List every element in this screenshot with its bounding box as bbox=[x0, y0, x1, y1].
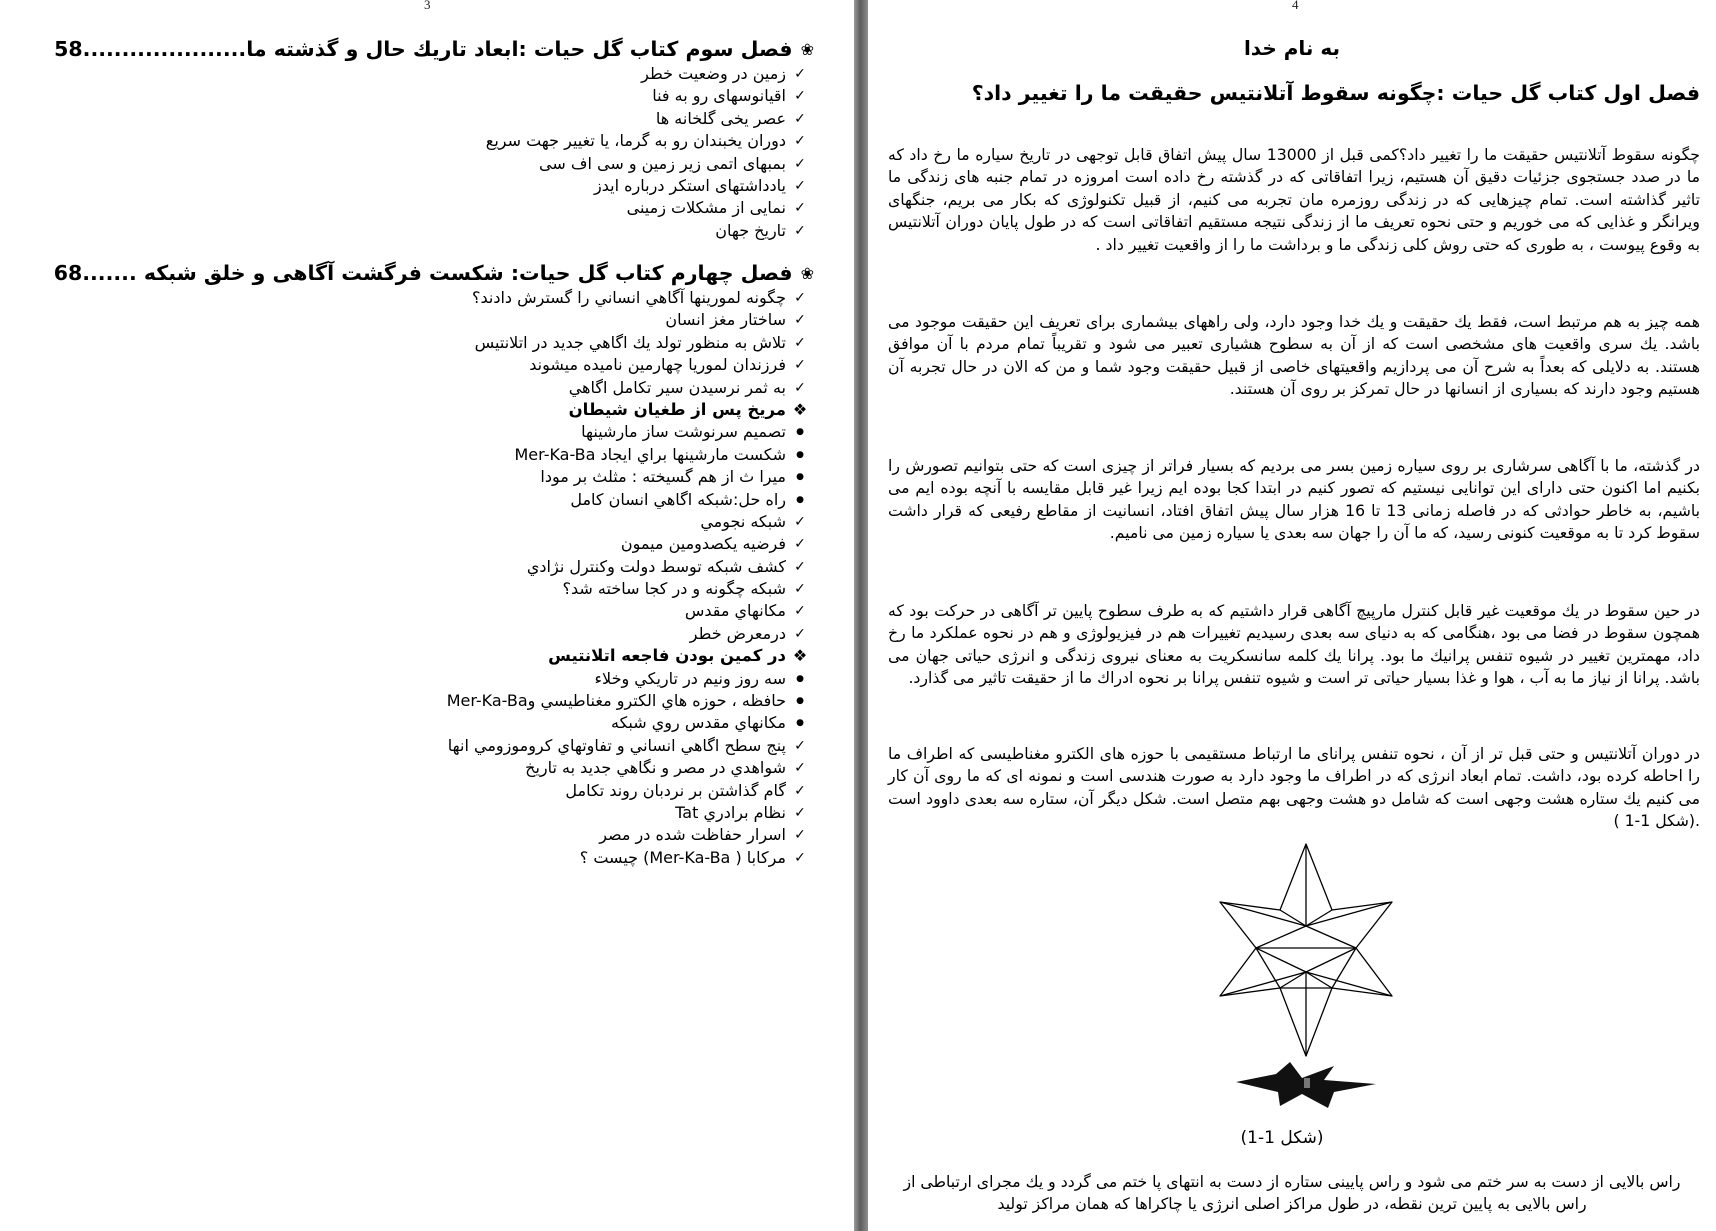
toc-item bbox=[486, 63, 814, 85]
toc-item-text: كشف شبكه توسط دولت وكنترل نژادي bbox=[526, 556, 786, 576]
checkmark-icon: ✓ bbox=[794, 290, 806, 306]
chapter-3-heading bbox=[54, 37, 814, 61]
bullet-icon: ● bbox=[796, 494, 804, 505]
toc-item bbox=[447, 511, 814, 533]
toc-item bbox=[447, 556, 814, 578]
toc-item bbox=[486, 108, 814, 130]
flower-icon: ❀ bbox=[800, 263, 814, 283]
toc-item-text: یادداشتهای استکر درباره ایدز bbox=[594, 175, 786, 195]
toc-item-text: عصر یخی گلخانه ها bbox=[655, 108, 786, 128]
toc-item-text: سه روز ونيم در تاريكي وخلاء bbox=[594, 668, 786, 688]
checkmark-icon: ✓ bbox=[794, 200, 806, 217]
toc-item-text: تلاش به منظور تولد يك اگاهي جديد در اتلانتيس bbox=[474, 332, 786, 352]
toc-item bbox=[486, 175, 814, 197]
paragraph: راس بالایی از دست به سر ختم می شود و راس پایینی ستاره از دست به انتهای پا ختم می گردد و یك مجرای ارتباطی از راس بالایی به پایین ترین نقطه، در طول مراکز اصلی انرژی یا چاکراها که همان مراکز تولید bbox=[903, 1171, 1681, 1214]
toc-item bbox=[486, 220, 814, 242]
toc-item-text: اقیانوسهای رو به فنا bbox=[652, 86, 786, 106]
checkmark-icon: ✓ bbox=[794, 312, 806, 329]
toc-item-text: راه حل:شبكه اگاهي انسان كامل bbox=[570, 489, 786, 509]
checkmark-icon: ✓ bbox=[794, 88, 806, 105]
toc-item-text: زمین در وضعیت خطر bbox=[641, 64, 786, 83]
checkmark-icon: ✓ bbox=[794, 513, 806, 530]
toc-item bbox=[447, 444, 814, 466]
toc-item bbox=[447, 824, 814, 846]
toc-item bbox=[447, 287, 814, 309]
toc-item bbox=[447, 354, 814, 376]
checkmark-icon: ✓ bbox=[794, 334, 806, 351]
toc-item bbox=[447, 780, 814, 802]
checkmark-icon: ✓ bbox=[794, 558, 806, 575]
toc-item bbox=[447, 533, 814, 555]
toc-item-text: اسرار حفاظت شده در مصر bbox=[599, 825, 786, 845]
page-4 bbox=[868, 0, 1716, 1231]
toc-item bbox=[447, 802, 814, 824]
toc-item-text: شبكه چگونه و در كجا ساخته شد؟ bbox=[562, 579, 786, 599]
star-tetrahedron-outline bbox=[1220, 844, 1392, 1056]
chapter-1-heading: فصل اول کتاب گل حیات :چگونه سقوط آتلانتیس حقیقت ما را تغییر داد؟ bbox=[971, 81, 1700, 105]
checkmark-icon: ✓ bbox=[794, 222, 806, 239]
paragraph: در حین سقوط در یك موقعیت غیر قابل کنترل مارپیچ آگاهی قرار داشتیم که به طرف سطوح پایین تر آگاهی در حرکت بود که همچون سقوط در فضا می بود ،هنگامی که به دنیای سه بعدی رسیدیم تغییرات هم در فیزیولوژی و هم در نحوه عملکرد ما رخ داد، مهمترین تغییر در شیوه تنفس پرانیك ما بود. پرانا یك کلمه سانسکریت به معنای نیروی زندگی و انرژی حیاتی جهان می باشد. پرانا از نیاز ما به آب ، هوا و غذا بسیار حیاتی تر است و شیوه تنفس پرانا بر نحوه ادراك ما از حقیقت تاثیر می گذارد. bbox=[888, 600, 1700, 688]
toc-item bbox=[447, 757, 814, 779]
toc-section-item bbox=[447, 645, 814, 667]
toc-item bbox=[486, 85, 814, 107]
toc-item-text: فرضيه يكصدومين ميمون bbox=[620, 534, 786, 554]
chapter-4-heading bbox=[54, 261, 814, 285]
toc-item-text: مكانهاي مقدس روي شبكه bbox=[611, 713, 786, 733]
chapter-3-toc-list bbox=[486, 63, 814, 242]
checkmark-icon: ✓ bbox=[794, 66, 806, 82]
toc-item bbox=[486, 153, 814, 175]
toc-item bbox=[447, 847, 814, 869]
toc-item-text: شبكه نجومي bbox=[700, 511, 786, 531]
checkmark-icon: ✓ bbox=[794, 581, 806, 598]
bullet-icon: ● bbox=[796, 673, 804, 684]
chapter-3-heading-text: فصل سوم کتاب گل حیات :ابعاد تاریك حال و گذشته ما.....................58 bbox=[54, 37, 793, 61]
toc-item-text: نظام برادري Tat bbox=[675, 802, 786, 822]
checkmark-icon: ✓ bbox=[794, 357, 806, 374]
toc-item-text: چگونه لمورینها آگاهي انساني را گسترش دادند؟ bbox=[471, 288, 786, 307]
toc-item bbox=[447, 712, 814, 734]
toc-item-text: پنج سطح اگاهي انساني و تفاوتهاي كروموزومي انها bbox=[447, 735, 786, 755]
toc-item-text: شكست مارشينها براي ايجاد Mer-Ka-Ba bbox=[514, 444, 786, 464]
toc-item-text: درمعرض خطر bbox=[689, 623, 786, 643]
toc-item-text: شواهدي در مصر و نگاهي جديد به تاريخ bbox=[525, 758, 786, 778]
checkmark-icon: ✓ bbox=[794, 827, 806, 844]
toc-item bbox=[447, 332, 814, 354]
checkmark-icon: ✓ bbox=[794, 177, 806, 194]
toc-item bbox=[447, 421, 814, 443]
checkmark-icon: ✓ bbox=[794, 133, 806, 150]
chapter-4-toc-list bbox=[447, 287, 814, 869]
page-title: به نام خدا bbox=[1243, 36, 1341, 60]
toc-item bbox=[447, 690, 814, 712]
toc-item-text: تاریخ جهان bbox=[715, 220, 786, 240]
bullet-icon: ● bbox=[796, 696, 804, 707]
checkmark-icon: ✓ bbox=[794, 155, 806, 172]
toc-item-text: فرزندان لموريا چهارمين ناميده ميشوند bbox=[529, 355, 786, 375]
checkmark-icon: ✓ bbox=[794, 379, 806, 396]
toc-item bbox=[447, 668, 814, 690]
bullet-icon: ● bbox=[796, 472, 804, 483]
toc-item-text: به ثمر نرسيدن سير تكامل اگاهي bbox=[568, 377, 786, 397]
diamond-bullet-icon: ❖ bbox=[792, 646, 808, 666]
toc-item-text: ساختار مغز انسان bbox=[665, 310, 786, 330]
toc-item bbox=[486, 130, 814, 152]
page-gutter bbox=[854, 0, 868, 1231]
checkmark-icon: ✓ bbox=[794, 760, 806, 777]
checkmark-icon: ✓ bbox=[794, 110, 806, 127]
toc-item-text: بمبهای اتمی زیر زمین و سی اف سی bbox=[539, 153, 786, 173]
toc-item-text: دوران یخبندان رو به گرما، یا تغییر جهت سریع bbox=[485, 131, 786, 151]
chapter-4-heading-text: فصل چهارم کتاب گل حیات: شکست فرگشت آگاهی و خلق شبکه .......68 bbox=[53, 261, 793, 285]
toc-item bbox=[447, 623, 814, 645]
toc-item bbox=[447, 735, 814, 757]
bullet-icon: ● bbox=[796, 718, 804, 729]
page-3 bbox=[0, 0, 854, 1231]
toc-item bbox=[447, 377, 814, 399]
paragraph: چگونه سقوط آتلانتیس حقیقت ما را تغییر داد؟کمی قبل از 13000 سال پیش اتفاق قابل توجهی در تاریخ سیاره ما رخ داد که ما در صدد جستجوی جزئیات دقیق آن هستیم، زیرا اتفاقاتی که در گذشته رخ داده است امروزه در تمام جنبه های زندگی ما تاثیر گذاشته است. تمام چیزهایی که در زندگی روزمره مان تجربه می کنیم، از قبیل تکنولوژی که بکار می بریم، جنگهای ویرانگر و غذایی که می خوریم و حتی نحوه تعریف ما از زندگی نتیجه مستقیم اتفاقاتی است که در طول پایان دوران آتلانتیس به وقوع پیوست ، به طوری که حتی روش کلی زندگی ما و برداشت ما را از واقعیت تغییر داد . bbox=[888, 144, 1700, 254]
paragraph: همه چیز به هم مرتبط است، فقط یك حقیقت و یك خدا وجود دارد، ولی راههای بیشماری برای تعریف این حقیقت موجود می باشد. یك سری واقعیت های مشخصی است که از آن به سطوح هشیاری تعبیر می شود و تقریباً تمام مردم با آن موافق هستند. به دلایلی که بعداً به شرح آن می پردازیم واقعیتهای خاصی از قبیل حقیقت وجود شما و من که الان در حال تجربه آن هستیم وجود دارند که بسیاری از انسانها در حال تمرکز بر روی آن هستند. bbox=[888, 311, 1700, 399]
checkmark-icon: ✓ bbox=[794, 782, 806, 799]
page-number: 4 bbox=[1292, 0, 1299, 12]
toc-item bbox=[447, 600, 814, 622]
checkmark-icon: ✓ bbox=[794, 737, 806, 754]
toc-item bbox=[486, 197, 814, 219]
page-number: 3 bbox=[424, 0, 431, 12]
toc-item-text: ميرا ث از هم گسيخته : مثلث بر مودا bbox=[540, 467, 786, 487]
toc-item-text: مكانهاي مقدس bbox=[684, 601, 786, 621]
flower-icon: ❀ bbox=[800, 39, 814, 59]
checkmark-icon: ✓ bbox=[794, 849, 806, 866]
toc-section-item bbox=[447, 399, 814, 421]
checkmark-icon: ✓ bbox=[794, 804, 806, 821]
paragraph: در دوران آتلانتیس و حتی قبل تر از آن ، نحوه تنفس پرانای ما ارتباط مستقیمی با حوزه های الکترو مغناطیسی که اطراف ما را احاطه کرده بود، داشت. تمام ابعاد انرژی که در اطراف ما وجود دارد به صورت هندسی است و نمونه ای که ما روی آن کار می کنیم یك ستاره هشت وجهی است که شامل دو هشت وجهی بهم متصل است. شکل دیگر آن، ستاره سه بعدی داوود است .(شکل 1-1 ) bbox=[888, 743, 1700, 831]
flat-star-shape bbox=[1236, 1062, 1376, 1108]
paragraph: در گذشته، ما با آگاهی سرشاری بر روی سیاره زمین بسر می بردیم که بسیار فراتر از چیزی است که حتی بتوانیم تصورش را بکنیم اما اکنون حتی دارای این توانایی نیستیم که تصور کنیم در ابتدا کجا بوده ایم زیرا غیر قابل مقایسه با آنچه بوده ایم می باشیم، به خاطر حوادثی که در فاصله زمانی 13 تا 16 هزار سال پیش اتفاق افتاد، انسانیت از مقاطع رفیعی که قرار داشت سقوط کرد تا به موقعیت کنونی رسید، که ما آن را جهان سه بعدی یا سیاره زمین می نامیم. bbox=[888, 455, 1701, 543]
toc-item-text: در كمين بودن فاجعه اتلانتيس bbox=[548, 646, 786, 666]
toc-item-text: مريخ پس از طغيان شيطان bbox=[568, 399, 786, 419]
toc-item-text: نمایی از مشکلات زمینی bbox=[626, 198, 786, 218]
checkmark-icon: ✓ bbox=[794, 536, 806, 553]
toc-item-text: تصميم سرنوشت ساز مارشينها bbox=[581, 422, 786, 442]
toc-item-text: مركابا ( Mer-Ka-Ba) چيست ؟ bbox=[579, 847, 786, 867]
toc-item bbox=[447, 309, 814, 331]
bullet-icon: ● bbox=[796, 449, 804, 460]
toc-item bbox=[447, 466, 814, 488]
figure-caption: (شکل 1-1) bbox=[1240, 1128, 1324, 1148]
toc-item bbox=[447, 578, 814, 600]
bullet-icon: ● bbox=[796, 427, 804, 438]
toc-item bbox=[447, 489, 814, 511]
toc-item-text: حافظه ، حوزه هاي الكترو مغناطيسي وMer-Ka-Ba bbox=[446, 691, 786, 711]
diamond-bullet-icon: ❖ bbox=[792, 399, 808, 419]
checkmark-icon: ✓ bbox=[794, 625, 806, 642]
checkmark-icon: ✓ bbox=[794, 603, 806, 620]
toc-item-text: گام گذاشتن بر نردبان روند تكامل bbox=[565, 780, 786, 800]
star-tetrahedron-figure bbox=[1216, 840, 1396, 1130]
